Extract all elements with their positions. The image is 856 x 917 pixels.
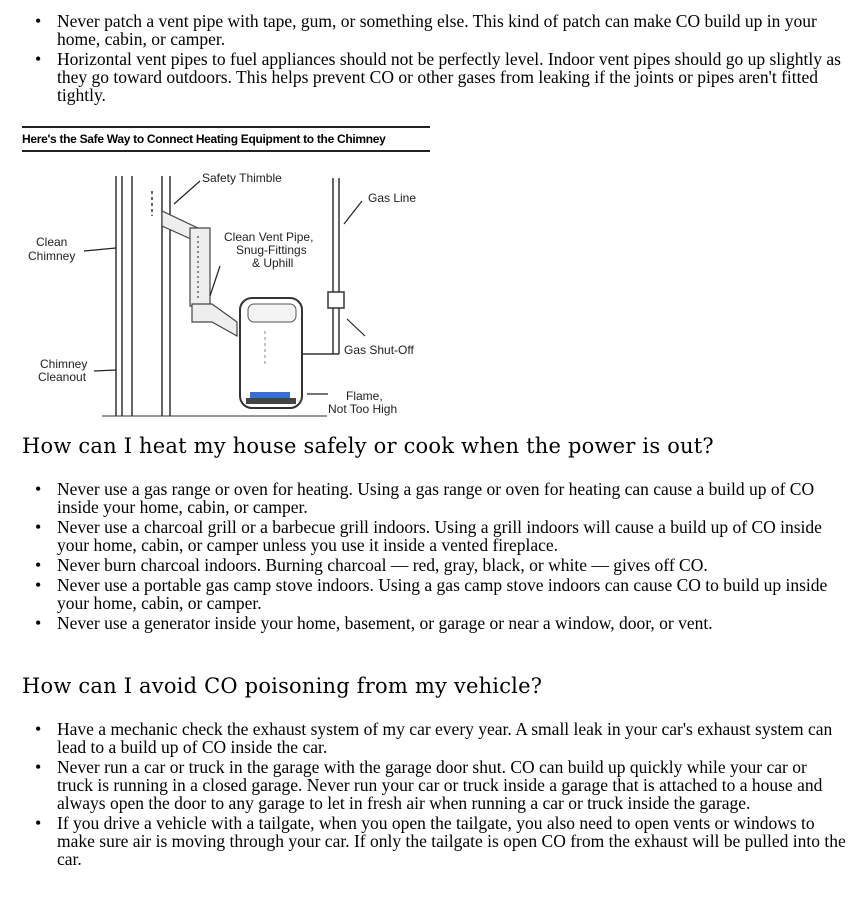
label-gas-shutoff: Gas Shut-Off: [344, 343, 414, 357]
list-item: [0, 576, 846, 612]
label-gas-line: Gas Line: [368, 191, 417, 205]
section-heading-heat: How can I heat my house safely or cook when the power is out?: [22, 434, 714, 458]
list-item: [0, 12, 846, 48]
figure-caption: Here's the Safe Way to Connect Heating Equipment to the Chimney: [22, 132, 386, 146]
label-clean-chimney-line2: Chimney: [28, 249, 76, 263]
list-item-text: Never use a portable gas camp stove indoors. Using a gas camp stove indoors can cause CO to build up inside your home, cabin, or camper.: [57, 575, 828, 613]
list-item: [0, 720, 846, 756]
bullet-icon: •: [35, 813, 42, 833]
list-item-text: If you drive a vehicle with a tailgate, when you open the tailgate, you also need to open vents or windows to make sure air is moving through your car. If only the tailgate is open CO from the exhaust will be pulled into the car.: [57, 813, 846, 869]
vehicle-bullet-list: [0, 720, 846, 870]
label-vent-pipe-line3: & Uphill: [252, 256, 294, 270]
list-item-text: Never use a generator inside your home, basement, or garage or near a window, door, or vent.: [57, 613, 713, 633]
section-heading-vehicle: How can I avoid CO poisoning from my vehicle?: [22, 674, 543, 698]
list-item: [0, 50, 846, 104]
bullet-icon: •: [35, 517, 42, 537]
bullet-icon: •: [35, 575, 42, 595]
label-leader-lines: [84, 181, 365, 394]
list-item: [0, 518, 846, 554]
label-safety-thimble: Safety Thimble: [202, 171, 282, 185]
list-item-text: Never patch a vent pipe with tape, gum, or something else. This kind of patch can make CO build up in your home, cabin, or camper.: [57, 11, 817, 49]
bullet-icon: •: [35, 757, 42, 777]
list-item: [0, 814, 846, 868]
list-item-text: Never run a car or truck in the garage with the garage door shut. CO can build up quickly while your car or truck is running in a closed garage. Never run your car or truck inside a garage that is attached to a house and always open the door to any garage to let in fresh air when running a car or truck inside the garage.: [57, 757, 823, 813]
heat-bullet-list: [0, 480, 846, 634]
list-item-text: Never burn charcoal indoors. Burning charcoal — red, gray, black, or white — gives off CO.: [57, 555, 708, 575]
bullet-icon: •: [35, 49, 42, 69]
bullet-icon: •: [35, 719, 42, 739]
label-clean-chimney-line1: Clean: [36, 235, 68, 249]
gas-line-illustration: [302, 178, 344, 354]
list-item: [0, 614, 846, 632]
list-item-text: Never use a gas range or oven for heating. Using a gas range or oven for heating can cause a build up of CO inside your home, cabin, or camper.: [57, 479, 815, 517]
label-vent-pipe-line1: Clean Vent Pipe,: [224, 230, 314, 244]
chimney-connection-figure: [22, 126, 432, 426]
label-vent-pipe-line2: Snug-Fittings: [236, 243, 307, 257]
bullet-icon: •: [35, 11, 42, 31]
water-heater-illustration: [240, 298, 302, 408]
label-flame-line1: Flame,: [346, 389, 383, 403]
list-item: [0, 480, 846, 516]
list-item-text: Have a mechanic check the exhaust system of my car every year. A small leak in your car's exhaust system can lead to a build up of CO inside the car.: [57, 719, 833, 757]
intro-bullet-list: [0, 12, 846, 106]
list-item: [0, 758, 846, 812]
list-item-text: Never use a charcoal grill or a barbecue grill indoors. Using a grill indoors will cause a build up of CO inside your home, cabin, or camper unless you use it inside a vented fireplace.: [57, 517, 822, 555]
list-item-text: Horizontal vent pipes to fuel appliances should not be perfectly level. Indoor vent pipes should go up slightly as they go toward outdoors. This helps prevent CO or other gases from leaking if the joints or pipes aren't fitted tightly.: [57, 49, 841, 105]
label-flame-line2: Not Too High: [328, 402, 398, 416]
label-chimney-cleanout-line2: Cleanout: [38, 370, 87, 384]
label-chimney-cleanout-line1: Chimney: [40, 357, 88, 371]
bullet-icon: •: [35, 555, 42, 575]
bullet-icon: •: [35, 613, 42, 633]
bullet-icon: •: [35, 479, 42, 499]
chimney-diagram: [22, 126, 432, 426]
list-item: [0, 556, 846, 574]
